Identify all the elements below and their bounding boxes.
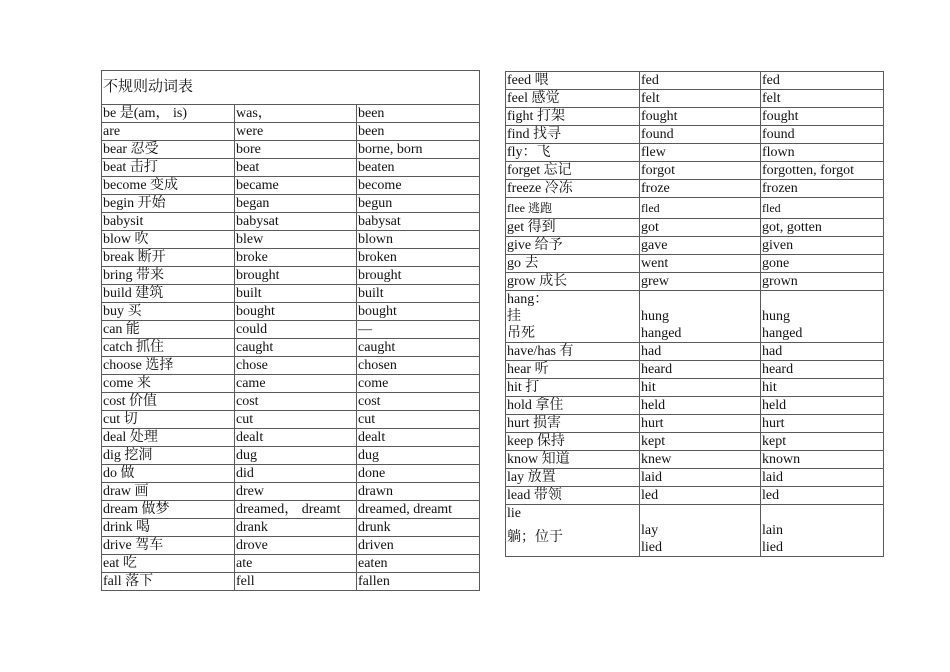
base-form: go 去 — [506, 255, 640, 273]
table-row — [102, 213, 480, 231]
table-row — [102, 123, 480, 141]
base-form: blow 吹 — [102, 231, 235, 249]
past-tense: had — [640, 343, 761, 361]
past-tense: kept — [640, 433, 761, 451]
past-participle: been — [357, 123, 480, 141]
base-form: fall 落下 — [102, 573, 235, 591]
past-participle: fought — [761, 108, 884, 126]
base-form: drive 驾车 — [102, 537, 235, 555]
table-row — [506, 273, 884, 291]
base-form: buy 买 — [102, 303, 235, 321]
past-tense: bore — [235, 141, 357, 159]
table-row — [506, 108, 884, 126]
past-participle: kept — [761, 433, 884, 451]
past-tense: could — [235, 321, 357, 339]
base-form: forget 忘记 — [506, 162, 640, 180]
table-row — [506, 90, 884, 108]
past-tense: fled — [640, 198, 761, 219]
base-form: beat 击打 — [102, 159, 235, 177]
past-participle: cut — [357, 411, 480, 429]
past-tense: grew — [640, 273, 761, 291]
table-row — [506, 469, 884, 487]
past-tense: were — [235, 123, 357, 141]
past-participle: hit — [761, 379, 884, 397]
past-tense-line: hanged — [641, 326, 682, 341]
table-row — [506, 415, 884, 433]
past-participle: had — [761, 343, 884, 361]
table-row — [506, 291, 884, 343]
table-row — [102, 375, 480, 393]
past-participle: babysat — [357, 213, 480, 231]
past-tense: drank — [235, 519, 357, 537]
past-tense: built — [235, 285, 357, 303]
base-form-line: lie — [507, 506, 521, 521]
base-form: feel 感觉 — [506, 90, 640, 108]
base-form: catch 抓住 — [102, 339, 235, 357]
table-row — [102, 159, 480, 177]
past-tense: hurt — [640, 415, 761, 433]
table-row — [102, 141, 480, 159]
past-participle: given — [761, 237, 884, 255]
past-participle: been — [357, 105, 480, 123]
past-tense: hit — [640, 379, 761, 397]
table-row — [506, 237, 884, 255]
past-participle — [761, 505, 884, 557]
past-participle-line: hung — [762, 309, 790, 324]
past-participle: got, gotten — [761, 219, 884, 237]
base-form: dream 做梦 — [102, 501, 235, 519]
past-participle: caught — [357, 339, 480, 357]
base-form: grow 成长 — [506, 273, 640, 291]
table-row — [102, 195, 480, 213]
table-row — [102, 177, 480, 195]
base-form: hit 打 — [506, 379, 640, 397]
past-participle: found — [761, 126, 884, 144]
base-form: eat 吃 — [102, 555, 235, 573]
past-participle: known — [761, 451, 884, 469]
table-title-row — [102, 71, 480, 105]
table-row — [102, 321, 480, 339]
table-row — [102, 285, 480, 303]
past-tense: ate — [235, 555, 357, 573]
table-title: 不规则动词表 — [102, 71, 480, 105]
past-participle: gone — [761, 255, 884, 273]
table-row — [102, 465, 480, 483]
base-form: are — [102, 123, 235, 141]
base-form: have/has 有 — [506, 343, 640, 361]
table-row — [506, 379, 884, 397]
base-form: bear 忍受 — [102, 141, 235, 159]
past-participle: fed — [761, 72, 884, 90]
past-participle: beaten — [357, 159, 480, 177]
table-row — [102, 519, 480, 537]
past-participle-line: lied — [762, 540, 783, 555]
base-form-line: 挂 — [507, 309, 521, 324]
table-row — [102, 393, 480, 411]
past-participle: become — [357, 177, 480, 195]
base-form: give 给予 — [506, 237, 640, 255]
verb-table-left — [101, 70, 480, 591]
past-tense: bought — [235, 303, 357, 321]
table-row — [102, 447, 480, 465]
past-participle: frozen — [761, 180, 884, 198]
table-row — [506, 180, 884, 198]
past-tense: found — [640, 126, 761, 144]
table-row — [102, 411, 480, 429]
table-row — [506, 451, 884, 469]
past-tense-line: hung — [641, 309, 669, 324]
table-row — [102, 339, 480, 357]
past-participle: drawn — [357, 483, 480, 501]
base-form — [506, 505, 640, 557]
base-form: cut 切 — [102, 411, 235, 429]
past-participle: hurt — [761, 415, 884, 433]
base-form: know 知道 — [506, 451, 640, 469]
base-form: dig 挖洞 — [102, 447, 235, 465]
past-tense: cost — [235, 393, 357, 411]
past-tense: gave — [640, 237, 761, 255]
table-row — [506, 487, 884, 505]
past-participle: eaten — [357, 555, 480, 573]
past-participle: begun — [357, 195, 480, 213]
table-row — [102, 267, 480, 285]
base-form: lay 放置 — [506, 469, 640, 487]
past-tense: blew — [235, 231, 357, 249]
past-tense: came — [235, 375, 357, 393]
past-tense: did — [235, 465, 357, 483]
base-form: drink 喝 — [102, 519, 235, 537]
table-row — [102, 357, 480, 375]
past-tense: froze — [640, 180, 761, 198]
past-tense: laid — [640, 469, 761, 487]
past-participle: held — [761, 397, 884, 415]
table-row — [506, 505, 884, 557]
table-row — [506, 433, 884, 451]
table-row — [506, 361, 884, 379]
base-form: bring 带来 — [102, 267, 235, 285]
past-tense-line: lied — [641, 540, 662, 555]
table-row — [102, 537, 480, 555]
base-form: find 找寻 — [506, 126, 640, 144]
past-tense: fell — [235, 573, 357, 591]
past-tense: began — [235, 195, 357, 213]
past-tense: flew — [640, 144, 761, 162]
past-tense: drove — [235, 537, 357, 555]
base-form: feed 喂 — [506, 72, 640, 90]
base-form: come 来 — [102, 375, 235, 393]
base-form: flee 逃跑 — [506, 198, 640, 219]
base-form: hear 听 — [506, 361, 640, 379]
base-form: build 建筑 — [102, 285, 235, 303]
past-tense: broke — [235, 249, 357, 267]
past-tense: fought — [640, 108, 761, 126]
base-form-line: hang： — [507, 292, 549, 307]
past-tense — [640, 291, 761, 343]
verb-table-right — [505, 71, 884, 557]
base-form: fly：飞 — [506, 144, 640, 162]
past-participle: laid — [761, 469, 884, 487]
past-tense: chose — [235, 357, 357, 375]
past-participle: — — [357, 321, 480, 339]
past-participle: dreamed, dreamt — [357, 501, 480, 519]
past-participle: borne, born — [357, 141, 480, 159]
table-row — [102, 303, 480, 321]
past-tense — [640, 505, 761, 557]
past-tense: babysat — [235, 213, 357, 231]
past-tense: heard — [640, 361, 761, 379]
base-form: become 变成 — [102, 177, 235, 195]
base-form: babysit — [102, 213, 235, 231]
past-participle: broken — [357, 249, 480, 267]
past-tense: beat — [235, 159, 357, 177]
past-tense: held — [640, 397, 761, 415]
past-participle: cost — [357, 393, 480, 411]
past-participle: bought — [357, 303, 480, 321]
table-row — [506, 72, 884, 90]
table-row — [102, 573, 480, 591]
past-participle: heard — [761, 361, 884, 379]
table-row — [506, 343, 884, 361]
past-participle: felt — [761, 90, 884, 108]
base-form: freeze 冷冻 — [506, 180, 640, 198]
base-form: lead 带领 — [506, 487, 640, 505]
past-tense: became — [235, 177, 357, 195]
table-row — [102, 249, 480, 267]
base-form: hurt 损害 — [506, 415, 640, 433]
base-form: cost 价值 — [102, 393, 235, 411]
past-participle: come — [357, 375, 480, 393]
table-row — [506, 397, 884, 415]
past-participle: forgotten, forgot — [761, 162, 884, 180]
base-form: can 能 — [102, 321, 235, 339]
past-tense: drew — [235, 483, 357, 501]
past-tense: fed — [640, 72, 761, 90]
past-participle: driven — [357, 537, 480, 555]
past-participle-line: hanged — [762, 326, 803, 341]
base-form: hold 拿住 — [506, 397, 640, 415]
past-participle: built — [357, 285, 480, 303]
past-tense-line: lay — [641, 523, 659, 538]
past-participle: dug — [357, 447, 480, 465]
base-form: choose 选择 — [102, 357, 235, 375]
past-participle: grown — [761, 273, 884, 291]
table-row — [506, 255, 884, 273]
base-form: keep 保持 — [506, 433, 640, 451]
past-tense: got — [640, 219, 761, 237]
table-row — [506, 198, 884, 219]
base-form: be 是(am， is) — [102, 105, 235, 123]
table-row — [102, 429, 480, 447]
past-participle: blown — [357, 231, 480, 249]
table-row — [506, 144, 884, 162]
past-participle: fled — [761, 198, 884, 219]
past-tense: went — [640, 255, 761, 273]
past-participle: flown — [761, 144, 884, 162]
base-form-line: 躺；位于 — [507, 529, 563, 545]
past-tense: felt — [640, 90, 761, 108]
past-tense: caught — [235, 339, 357, 357]
table-row — [506, 162, 884, 180]
past-participle: led — [761, 487, 884, 505]
past-participle: chosen — [357, 357, 480, 375]
table-row — [102, 483, 480, 501]
table-row — [102, 105, 480, 123]
base-form — [506, 291, 640, 343]
past-tense: led — [640, 487, 761, 505]
past-participle: brought — [357, 267, 480, 285]
past-participle: fallen — [357, 573, 480, 591]
past-participle-line: lain — [762, 523, 783, 538]
table-row — [102, 555, 480, 573]
base-form: fight 打架 — [506, 108, 640, 126]
past-participle: drunk — [357, 519, 480, 537]
past-tense: knew — [640, 451, 761, 469]
table-row — [506, 126, 884, 144]
past-tense: dreamed， dreamt — [235, 501, 357, 519]
past-participle: dealt — [357, 429, 480, 447]
table-row — [102, 231, 480, 249]
past-tense: dug — [235, 447, 357, 465]
past-tense: brought — [235, 267, 357, 285]
base-form: get 得到 — [506, 219, 640, 237]
base-form: deal 处理 — [102, 429, 235, 447]
base-form-line: 吊死 — [507, 326, 535, 341]
table-row — [506, 219, 884, 237]
past-participle — [761, 291, 884, 343]
base-form: break 断开 — [102, 249, 235, 267]
table-row — [102, 501, 480, 519]
past-participle: done — [357, 465, 480, 483]
past-tense: was， — [235, 105, 357, 123]
base-form: begin 开始 — [102, 195, 235, 213]
past-tense: forgot — [640, 162, 761, 180]
past-tense: cut — [235, 411, 357, 429]
past-tense: dealt — [235, 429, 357, 447]
base-form: do 做 — [102, 465, 235, 483]
base-form: draw 画 — [102, 483, 235, 501]
